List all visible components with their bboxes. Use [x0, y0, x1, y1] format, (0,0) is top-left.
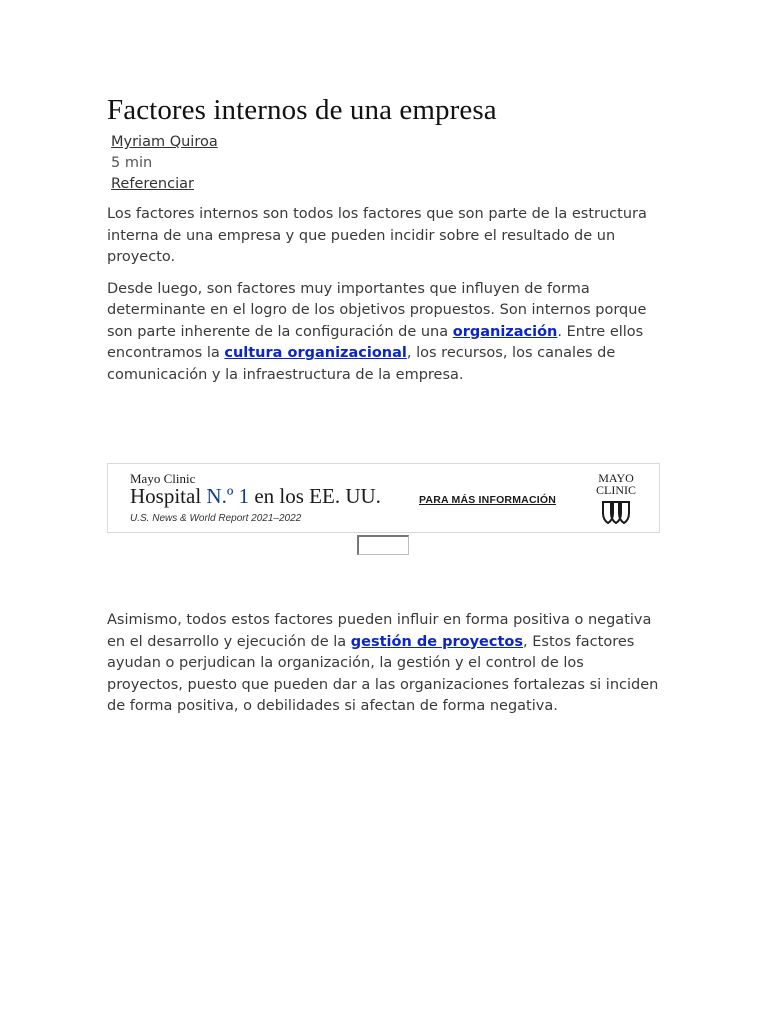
ad-cta-link[interactable]: PARA MÁS INFORMACIÓN — [419, 494, 556, 506]
link-cultura-organizacional[interactable]: cultura organizacional — [224, 345, 407, 361]
logo-line-2: CLINIC — [596, 483, 636, 497]
ad-placeholder-box[interactable] — [357, 535, 409, 555]
ad-headline-num: N.º 1 — [206, 484, 250, 508]
page-title: Factores internos de una empresa — [107, 94, 497, 126]
ad-source: U.S. News & World Report 2021–2022 — [130, 513, 302, 524]
read-time: 5 min — [111, 155, 153, 171]
paragraph-2 — [107, 279, 662, 387]
article-body — [107, 602, 662, 718]
ad-banner[interactable] — [107, 463, 660, 533]
paragraph-intro: Los factores internos son todos los factores que son parte de la estructura interna de una empresa y que pueden incidir sobre el resultado de un proyecto. — [107, 206, 647, 265]
article-meta — [111, 132, 662, 195]
ad-headline-post: en los EE. UU. — [249, 484, 381, 508]
paragraph-text: Asimismo, todos estos factores pueden influir en forma positiva o negativa en el desarrollo y ejecución de la — [107, 612, 652, 650]
paragraph-text: . Entre ellos encontramos la — [107, 323, 644, 361]
logo-line-1: MAYO — [598, 471, 634, 485]
paragraph-text: Desde luego, son factores muy importantes que influyen de forma determinante en el logro de los objetivos propuestos. Son internos porque son parte inherente de la configuración de una — [107, 280, 647, 340]
article-header — [107, 92, 662, 386]
reference-link[interactable]: Referenciar — [111, 176, 194, 192]
ad-headline-pre: Hospital — [130, 484, 207, 508]
author-link[interactable]: Myriam Quiroa — [111, 134, 218, 150]
paragraph-text: , los recursos, los canales de comunicación y la infraestructura de la empresa. — [107, 345, 616, 383]
paragraph-text: , Estos factores ayudan o perjudican la organización, la gestión y el control de los proyectos, puesto que pueden dar a las organizaciones fortalezas si inciden de forma positiva, o debilidades si afectan de forma negativa. — [107, 633, 659, 714]
ad-brand: Mayo Clinic — [130, 471, 196, 486]
shield-logo-icon — [600, 499, 632, 525]
link-organizacion[interactable]: organización — [452, 323, 558, 340]
paragraph-3 — [107, 610, 662, 718]
mayo-clinic-logo — [586, 472, 646, 525]
ad-headline — [130, 484, 381, 509]
link-gestion-de-proyectos[interactable]: gestión de proyectos — [350, 633, 524, 650]
